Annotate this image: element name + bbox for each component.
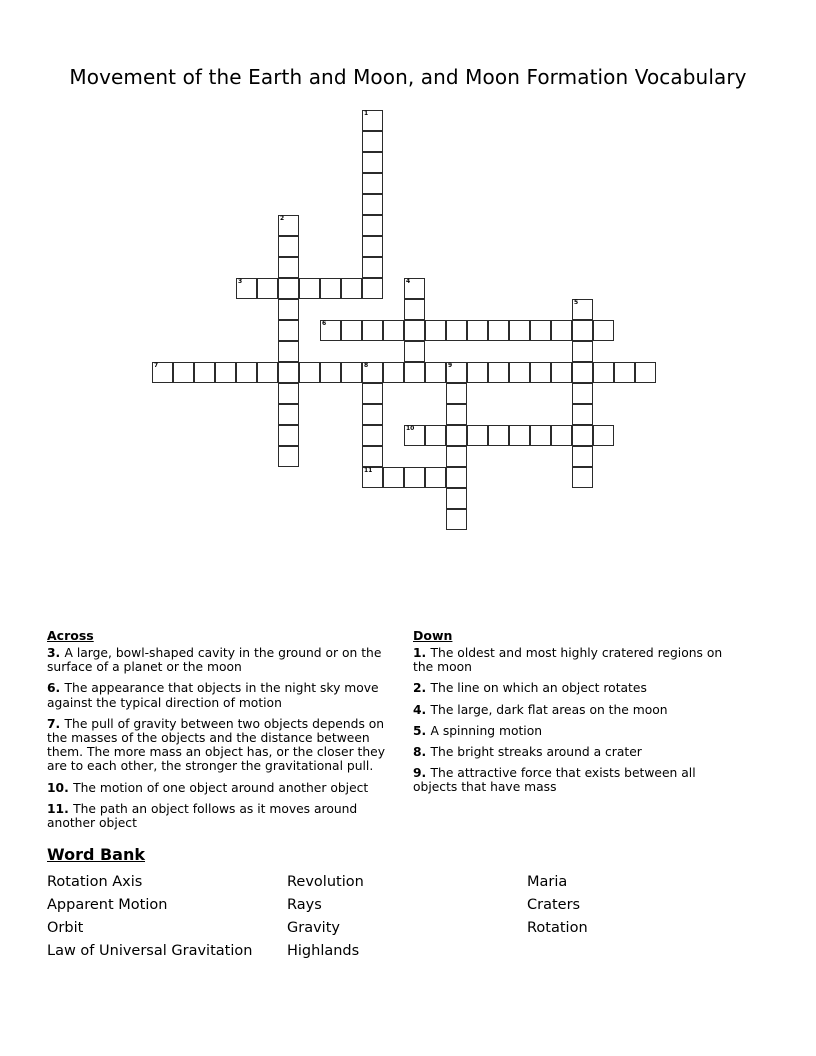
crossword-cell[interactable] [299,362,320,383]
clue-item [413,646,741,674]
crossword-cell[interactable] [362,446,383,467]
crossword-cell[interactable] [362,362,383,383]
word-bank-item: Maria [527,874,568,890]
crossword-cell[interactable] [278,278,299,299]
crossword-cell[interactable] [257,362,278,383]
crossword-cell[interactable] [593,425,614,446]
clue-number: 3. [47,646,65,660]
crossword-cell[interactable] [362,131,383,152]
clue-item [47,802,407,830]
crossword-cell[interactable] [509,425,530,446]
crossword-cell[interactable] [257,278,278,299]
crossword-cell-number: 9 [448,362,453,369]
word-bank-item: Rays [287,897,322,913]
crossword-cell-number: 11 [364,467,373,474]
crossword-cell-number: 4 [406,278,411,285]
word-bank-item: Rotation [527,920,588,936]
crossword-cell[interactable] [467,320,488,341]
clue-text: A spinning motion [430,723,543,738]
crossword-cell[interactable] [278,299,299,320]
word-bank-item: Rotation Axis [47,874,143,890]
crossword-cell[interactable] [404,341,425,362]
crossword-cell[interactable] [299,278,320,299]
crossword-cell[interactable] [425,362,446,383]
word-bank-item: Revolution [287,874,364,890]
word-bank-column [287,871,364,963]
crossword-cell[interactable] [194,362,215,383]
crossword-cell[interactable] [278,362,299,383]
crossword-cell[interactable] [278,236,299,257]
clue-text: The path an object follows as it moves around another object [47,801,358,831]
clue-item [413,703,741,717]
clue-text: The oldest and most highly cratered regions on the moon [413,646,723,675]
crossword-cell[interactable] [572,446,593,467]
crossword-cell[interactable] [572,320,593,341]
clue-item [47,646,407,674]
crossword-cell[interactable] [215,362,236,383]
crossword-cell[interactable] [362,320,383,341]
crossword-cell[interactable] [551,425,572,446]
word-bank-item: Law of Universal Gravitation [47,943,253,959]
crossword-cell[interactable] [362,173,383,194]
crossword-cell[interactable] [278,404,299,425]
clue-number: 7. [47,716,65,731]
clue-item [413,724,741,738]
word-bank-item: Orbit [47,920,84,936]
clue-item [47,717,407,774]
crossword-cell-number: 8 [364,362,369,369]
clue-number: 4. [413,702,431,717]
down-clues-column [413,628,741,802]
crossword-cell[interactable] [362,383,383,404]
word-bank-heading: Word Bank [47,845,146,864]
crossword-cell[interactable] [404,467,425,488]
crossword-cell[interactable] [362,194,383,215]
crossword-cell[interactable] [278,383,299,404]
crossword-cell[interactable] [404,278,425,299]
crossword-cell-number: 3 [238,278,243,285]
crossword-cell[interactable] [362,215,383,236]
crossword-cell[interactable] [341,278,362,299]
crossword-cell[interactable] [572,467,593,488]
crossword-cell[interactable] [341,320,362,341]
across-clues-column [47,628,407,837]
crossword-cell[interactable] [152,362,173,383]
clue-item [413,745,741,759]
crossword-cell[interactable] [446,425,467,446]
crossword-cell[interactable] [530,320,551,341]
crossword-cell[interactable] [488,320,509,341]
crossword-cell[interactable] [404,320,425,341]
crossword-cell[interactable] [173,362,194,383]
crossword-cell[interactable] [278,425,299,446]
crossword-cell[interactable] [362,152,383,173]
crossword-cell-number: 10 [406,425,415,432]
crossword-cell[interactable] [467,425,488,446]
crossword-cell[interactable] [446,404,467,425]
crossword-cell[interactable] [488,362,509,383]
page-title: Movement of the Earth and Moon, and Moon Formation Vocabulary [69,65,747,90]
crossword-cell[interactable] [635,362,656,383]
clue-text: The motion of one object around another object [73,780,369,795]
crossword-cell[interactable] [278,257,299,278]
word-bank-item: Gravity [287,920,340,936]
crossword-cell[interactable] [530,362,551,383]
crossword-cell[interactable] [362,425,383,446]
crossword-cell[interactable] [551,362,572,383]
crossword-cell[interactable] [383,467,404,488]
word-bank-column [47,871,252,963]
crossword-cell-number: 5 [574,299,579,306]
crossword-cell[interactable] [320,362,341,383]
crossword-cell[interactable] [383,362,404,383]
crossword-cell[interactable] [446,446,467,467]
crossword-cell[interactable] [320,320,341,341]
clue-text: A large, bowl-shaped cavity in the ground or on the surface of a planet or the moon [47,646,382,675]
crossword-cell[interactable] [572,425,593,446]
clue-item [47,781,407,795]
clue-number: 8. [413,745,431,760]
clue-text: The line on which an object rotates [430,681,647,696]
crossword-cell[interactable] [236,362,257,383]
word-bank-section [47,845,769,971]
crossword-cell[interactable] [509,362,530,383]
crossword-cell[interactable] [446,488,467,509]
down-clue-list [413,646,741,795]
crossword-cell[interactable] [446,467,467,488]
clue-number: 6. [47,681,65,696]
crossword-cell[interactable] [530,425,551,446]
across-clue-list [47,646,407,830]
crossword-cell[interactable] [572,383,593,404]
crossword-cell[interactable] [341,362,362,383]
crossword-grid[interactable] [152,110,672,510]
crossword-cell[interactable] [362,110,383,131]
crossword-cell[interactable] [278,446,299,467]
crossword-cell[interactable] [362,467,383,488]
crossword-cell[interactable] [383,320,404,341]
crossword-cell-number: 6 [322,320,327,327]
crossword-cell[interactable] [446,383,467,404]
clue-text: The bright streaks around a crater [430,745,642,760]
crossword-cell-number: 1 [364,110,369,117]
down-heading: Down [413,628,453,643]
crossword-cell[interactable] [446,509,467,530]
crossword-cell[interactable] [362,236,383,257]
crossword-cell[interactable] [572,341,593,362]
crossword-cell[interactable] [278,215,299,236]
clue-number: 9. [413,766,431,781]
crossword-cell-number: 7 [154,362,159,369]
word-bank-columns [47,871,769,971]
clue-text: The appearance that objects in the night sky move against the typical direction of motion [47,681,379,710]
clue-number: 1. [413,646,431,660]
clue-item [413,766,741,794]
crossword-cell[interactable] [509,320,530,341]
crossword-cell[interactable] [362,404,383,425]
crossword-cell[interactable] [446,362,467,383]
crossword-cell[interactable] [278,341,299,362]
crossword-cell[interactable] [404,362,425,383]
crossword-cell[interactable] [425,467,446,488]
clue-number: 2. [413,681,431,696]
crossword-cell[interactable] [404,299,425,320]
clue-text: The attractive force that exists between all objects that have mass [413,766,696,795]
crossword-cell[interactable] [425,320,446,341]
word-bank-item: Craters [527,897,581,913]
crossword-cell[interactable] [551,320,572,341]
crossword-cell[interactable] [614,362,635,383]
crossword-cell[interactable] [278,320,299,341]
clue-number: 11. [47,801,74,816]
crossword-cell[interactable] [488,425,509,446]
clue-text: The pull of gravity between two objects depends on the masses of the objects and the distance between them. The more mass an object has, or the closer they are to each other, the stronger the gravitational pull. [47,716,386,774]
crossword-cell[interactable] [572,404,593,425]
across-heading: Across [47,628,94,643]
word-bank-column [527,871,588,940]
crossword-cell[interactable] [593,362,614,383]
clue-item [413,681,741,695]
crossword-cell[interactable] [446,320,467,341]
word-bank-item: Highlands [287,943,360,959]
crossword-cell[interactable] [467,362,488,383]
clue-number: 5. [413,723,431,738]
clue-text: The large, dark flat areas on the moon [430,702,668,717]
crossword-cell[interactable] [362,257,383,278]
crossword-cell[interactable] [362,278,383,299]
word-bank-item: Apparent Motion [47,897,168,913]
clue-number: 10. [47,780,74,795]
crossword-cell[interactable] [425,425,446,446]
crossword-cell[interactable] [593,320,614,341]
crossword-cell[interactable] [236,278,257,299]
crossword-cell[interactable] [320,278,341,299]
clue-item [47,681,407,709]
crossword-cell[interactable] [572,299,593,320]
crossword-cell-number: 2 [280,215,285,222]
crossword-cell[interactable] [572,362,593,383]
crossword-cell[interactable] [404,425,425,446]
